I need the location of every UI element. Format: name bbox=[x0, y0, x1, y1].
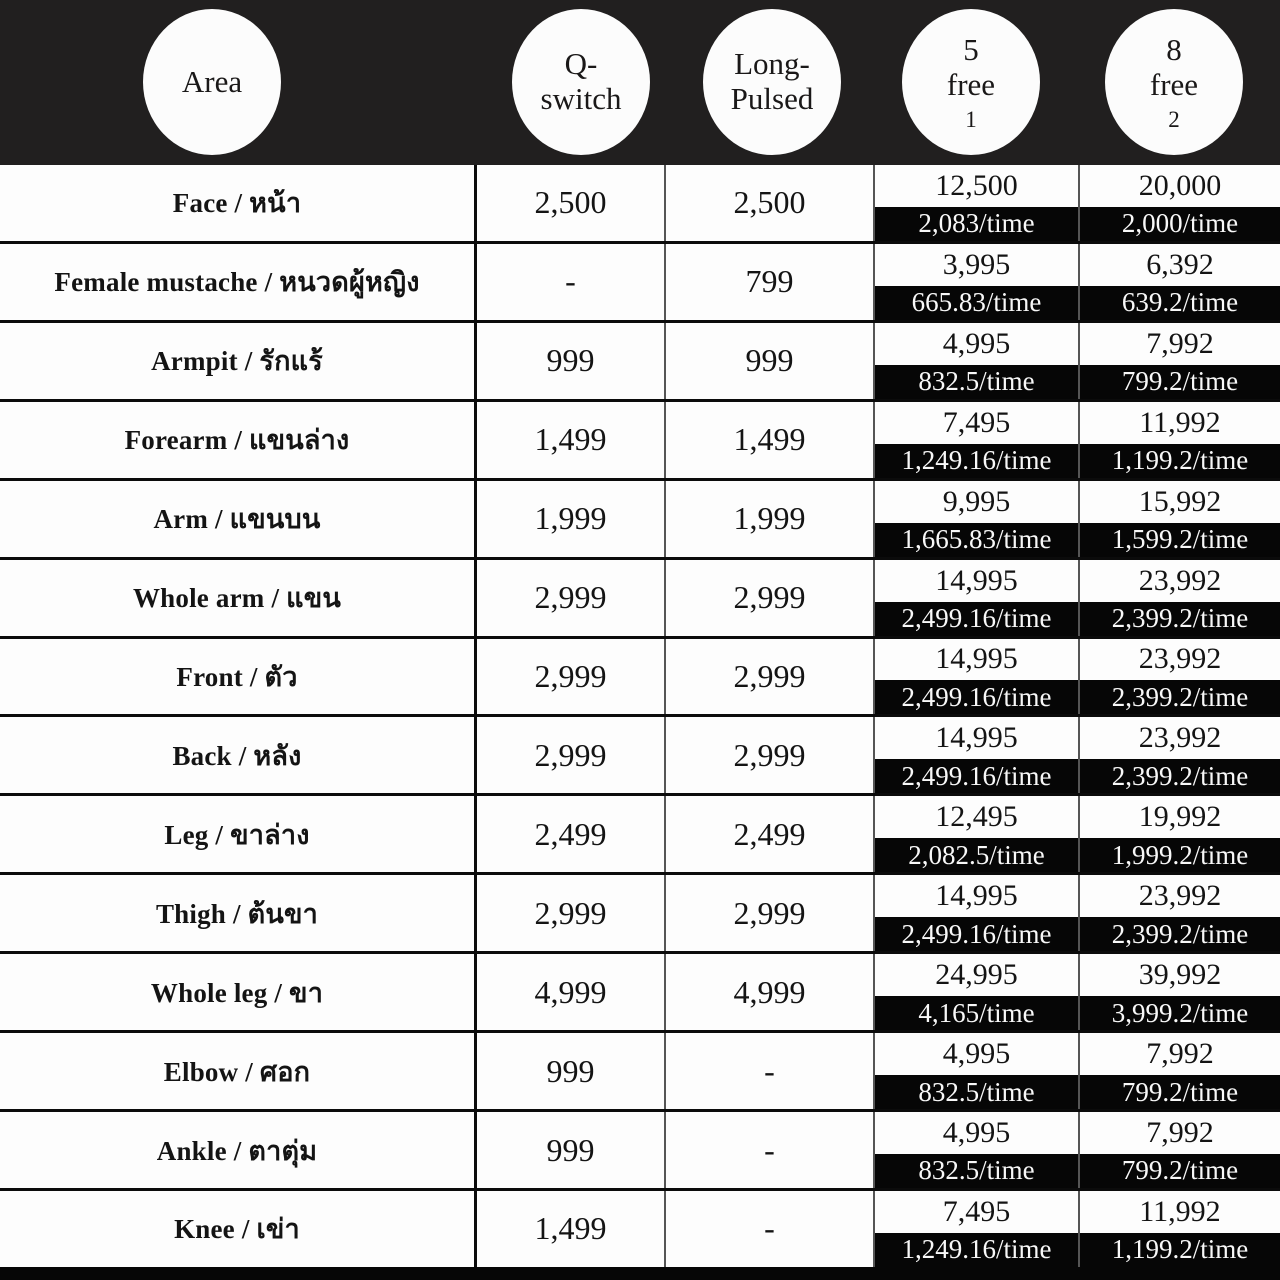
pricing-table-body bbox=[0, 165, 1280, 1267]
promo-8-total-price: 11,992 bbox=[1139, 405, 1221, 439]
header-5-free-line1: 5 bbox=[963, 31, 979, 67]
promo-8-per-time-price: 2,000/time bbox=[1080, 207, 1280, 241]
table-row bbox=[0, 399, 1280, 478]
q-switch-price: 4,999 bbox=[474, 954, 664, 1030]
promo-5-per-time-price: 832.5/time bbox=[875, 365, 1078, 399]
table-row bbox=[0, 951, 1280, 1030]
promo-8-free-2-cell bbox=[1078, 1112, 1280, 1188]
area-cell: Ankle / ตาตุ่ม bbox=[156, 1135, 318, 1166]
promo-5-total-price: 14,995 bbox=[935, 721, 1018, 755]
promo-5-per-time-price: 1,249.16/time bbox=[875, 1233, 1078, 1267]
promo-8-per-time-price: 2,399.2/time bbox=[1080, 602, 1280, 636]
promo-8-per-time-price: 3,999.2/time bbox=[1080, 996, 1280, 1030]
table-row bbox=[0, 1030, 1280, 1109]
area-cell: Face / หน้า bbox=[172, 188, 302, 219]
header-column-5-free-1 bbox=[902, 9, 1040, 155]
promo-5-per-time-price: 665.83/time bbox=[875, 286, 1078, 320]
promo-5-free-1-cell bbox=[873, 165, 1078, 241]
promo-5-free-1-cell bbox=[873, 1112, 1078, 1188]
promo-8-free-2-cell bbox=[1078, 323, 1280, 399]
promo-8-free-2-cell bbox=[1078, 875, 1280, 951]
area-cell: Leg / ขาล่าง bbox=[164, 819, 310, 850]
promo-8-total-price: 6,392 bbox=[1146, 247, 1214, 281]
header-long-pulsed-line1: Long- bbox=[734, 46, 810, 82]
promo-5-free-1-cell bbox=[873, 560, 1078, 636]
promo-5-free-1-cell bbox=[873, 796, 1078, 872]
long-pulsed-price: - bbox=[664, 1112, 873, 1188]
promo-5-per-time-price: 2,499.16/time bbox=[875, 759, 1078, 793]
promo-8-per-time-price: 2,399.2/time bbox=[1080, 680, 1280, 714]
promo-8-free-2-cell bbox=[1078, 639, 1280, 715]
promo-5-per-time-price: 832.5/time bbox=[875, 1154, 1078, 1188]
promo-5-free-1-cell bbox=[873, 717, 1078, 793]
promo-5-free-1-cell bbox=[873, 954, 1078, 1030]
promo-5-total-price: 7,495 bbox=[942, 405, 1011, 439]
long-pulsed-price: 1,499 bbox=[664, 402, 873, 478]
promo-5-free-1-cell bbox=[873, 244, 1078, 320]
promo-8-free-2-cell bbox=[1078, 402, 1280, 478]
table-row bbox=[0, 320, 1280, 399]
promo-8-per-time-price: 2,399.2/time bbox=[1080, 917, 1280, 951]
area-cell: Armpit / รักแร้ bbox=[151, 346, 323, 377]
header-area-label: Area bbox=[181, 63, 243, 99]
table-row bbox=[0, 241, 1280, 320]
header-5-free-line2: free bbox=[946, 66, 996, 102]
q-switch-price: 2,499 bbox=[474, 796, 664, 872]
area-cell: Front / ตัว bbox=[176, 661, 298, 692]
promo-8-per-time-price: 799.2/time bbox=[1080, 1075, 1280, 1109]
q-switch-price: 2,999 bbox=[474, 560, 664, 636]
promo-8-total-price: 23,992 bbox=[1138, 879, 1222, 913]
promo-5-total-price: 14,995 bbox=[935, 879, 1018, 913]
long-pulsed-price: 2,999 bbox=[664, 875, 873, 951]
promo-8-free-2-cell bbox=[1078, 165, 1280, 241]
promo-8-total-price: 11,992 bbox=[1139, 1194, 1221, 1228]
promo-5-per-time-price: 1,665.83/time bbox=[875, 523, 1078, 557]
long-pulsed-price: 2,999 bbox=[664, 639, 873, 715]
promo-5-per-time-price: 2,499.16/time bbox=[875, 602, 1078, 636]
promo-8-per-time-price: 1,599.2/time bbox=[1080, 523, 1280, 557]
area-cell: Whole arm / แขน bbox=[132, 583, 342, 614]
promo-8-free-2-cell bbox=[1078, 796, 1280, 872]
promo-8-per-time-price: 639.2/time bbox=[1080, 286, 1280, 320]
promo-8-total-price: 20,000 bbox=[1138, 168, 1222, 202]
promo-5-per-time-price: 832.5/time bbox=[875, 1075, 1078, 1109]
header-q-switch-line2: switch bbox=[540, 81, 622, 116]
table-row bbox=[0, 1188, 1280, 1267]
promo-5-per-time-price: 2,082.5/time bbox=[875, 838, 1078, 872]
header-8-free-line1: 8 bbox=[1166, 31, 1182, 67]
promo-8-free-2-cell bbox=[1078, 244, 1280, 320]
promo-5-free-1-cell bbox=[873, 323, 1078, 399]
promo-8-free-2-cell bbox=[1078, 717, 1280, 793]
promo-8-total-price: 23,992 bbox=[1138, 721, 1222, 755]
q-switch-price: 1,499 bbox=[474, 1191, 664, 1267]
q-switch-price: 1,499 bbox=[474, 402, 664, 478]
bottom-bar bbox=[0, 1267, 1280, 1280]
table-row bbox=[0, 557, 1280, 636]
long-pulsed-price: 4,999 bbox=[664, 954, 873, 1030]
q-switch-price: 2,999 bbox=[474, 875, 664, 951]
header-column-8-free-2 bbox=[1105, 9, 1243, 155]
promo-5-total-price: 7,495 bbox=[942, 1194, 1011, 1228]
q-switch-price: 999 bbox=[474, 323, 664, 399]
promo-5-free-1-cell bbox=[873, 481, 1078, 557]
promo-5-total-price: 12,495 bbox=[935, 800, 1018, 834]
promo-5-per-time-price: 2,499.16/time bbox=[875, 680, 1078, 714]
promo-8-total-price: 39,992 bbox=[1138, 958, 1222, 992]
promo-5-total-price: 3,995 bbox=[942, 247, 1011, 281]
header-column-area bbox=[143, 9, 281, 155]
area-cell: Forearm / แขนล่าง bbox=[124, 425, 350, 456]
area-cell: Arm / แขนบน bbox=[153, 504, 321, 535]
header-8-free-line2: free bbox=[1149, 66, 1199, 102]
promo-8-total-price: 7,992 bbox=[1146, 1037, 1214, 1071]
promo-5-total-price: 24,995 bbox=[935, 958, 1018, 992]
header-5-free-sub: 1 bbox=[965, 107, 977, 133]
long-pulsed-price: - bbox=[664, 1191, 873, 1267]
promo-8-free-2-cell bbox=[1078, 1191, 1280, 1267]
area-cell: Female mustache / หนวดผู้หญิง bbox=[54, 267, 420, 298]
promo-5-total-price: 9,995 bbox=[942, 484, 1011, 518]
long-pulsed-price: 2,500 bbox=[664, 165, 873, 241]
promo-8-free-2-cell bbox=[1078, 1033, 1280, 1109]
promo-5-total-price: 4,995 bbox=[942, 326, 1011, 360]
header-8-free-sub: 2 bbox=[1168, 107, 1180, 133]
promo-8-per-time-price: 1,999.2/time bbox=[1080, 838, 1280, 872]
promo-8-free-2-cell bbox=[1078, 481, 1280, 557]
promo-8-total-price: 15,992 bbox=[1138, 484, 1222, 518]
table-row bbox=[0, 1109, 1280, 1188]
long-pulsed-price: 1,999 bbox=[664, 481, 873, 557]
long-pulsed-price: 999 bbox=[664, 323, 873, 399]
q-switch-price: 999 bbox=[474, 1112, 664, 1188]
promo-8-per-time-price: 1,199.2/time bbox=[1080, 1233, 1280, 1267]
q-switch-price: 2,500 bbox=[474, 165, 664, 241]
promo-5-total-price: 4,995 bbox=[942, 1037, 1011, 1071]
header-column-long-pulsed bbox=[703, 9, 841, 155]
promo-8-total-price: 23,992 bbox=[1138, 563, 1222, 597]
long-pulsed-price: 2,999 bbox=[664, 717, 873, 793]
promo-5-free-1-cell bbox=[873, 875, 1078, 951]
long-pulsed-price: 799 bbox=[664, 244, 873, 320]
promo-8-free-2-cell bbox=[1078, 954, 1280, 1030]
long-pulsed-price: 2,999 bbox=[664, 560, 873, 636]
q-switch-price: 2,999 bbox=[474, 717, 664, 793]
q-switch-price: 1,999 bbox=[474, 481, 664, 557]
promo-8-free-2-cell bbox=[1078, 560, 1280, 636]
promo-8-per-time-price: 2,399.2/time bbox=[1080, 759, 1280, 793]
promo-5-free-1-cell bbox=[873, 1033, 1078, 1109]
promo-8-per-time-price: 1,199.2/time bbox=[1080, 444, 1280, 478]
header-column-q-switch bbox=[512, 9, 650, 155]
promo-8-total-price: 23,992 bbox=[1138, 642, 1222, 676]
area-cell: Thigh / ต้นขา bbox=[155, 898, 319, 929]
promo-5-total-price: 14,995 bbox=[935, 642, 1018, 676]
table-row bbox=[0, 714, 1280, 793]
table-header bbox=[0, 0, 1280, 165]
promo-8-total-price: 7,992 bbox=[1146, 1116, 1214, 1150]
promo-5-total-price: 12,500 bbox=[935, 168, 1018, 202]
area-cell: Back / หลัง bbox=[172, 740, 302, 771]
promo-5-per-time-price: 4,165/time bbox=[875, 996, 1078, 1030]
header-long-pulsed-line2: Pulsed bbox=[730, 81, 814, 116]
promo-8-per-time-price: 799.2/time bbox=[1080, 365, 1280, 399]
table-row bbox=[0, 793, 1280, 872]
q-switch-price: - bbox=[474, 244, 664, 320]
promo-8-total-price: 7,992 bbox=[1146, 326, 1214, 360]
table-row bbox=[0, 478, 1280, 557]
promo-5-per-time-price: 2,499.16/time bbox=[875, 917, 1078, 951]
promo-5-per-time-price: 1,249.16/time bbox=[875, 444, 1078, 478]
area-cell: Knee / เข่า bbox=[174, 1214, 300, 1245]
promo-5-total-price: 4,995 bbox=[942, 1116, 1011, 1150]
promo-8-per-time-price: 799.2/time bbox=[1080, 1154, 1280, 1188]
table-row bbox=[0, 636, 1280, 715]
area-cell: Whole leg / ขา bbox=[150, 977, 324, 1008]
long-pulsed-price: 2,499 bbox=[664, 796, 873, 872]
area-cell: Elbow / ศอก bbox=[163, 1056, 311, 1087]
promo-5-free-1-cell bbox=[873, 402, 1078, 478]
table-row bbox=[0, 165, 1280, 241]
q-switch-price: 999 bbox=[474, 1033, 664, 1109]
long-pulsed-price: - bbox=[664, 1033, 873, 1109]
table-row bbox=[0, 872, 1280, 951]
q-switch-price: 2,999 bbox=[474, 639, 664, 715]
header-q-switch-line1: Q- bbox=[564, 46, 598, 82]
promo-5-free-1-cell bbox=[873, 639, 1078, 715]
promo-5-per-time-price: 2,083/time bbox=[875, 207, 1078, 241]
promo-5-free-1-cell bbox=[873, 1191, 1078, 1267]
promo-5-total-price: 14,995 bbox=[935, 563, 1018, 597]
promo-8-total-price: 19,992 bbox=[1138, 800, 1222, 834]
